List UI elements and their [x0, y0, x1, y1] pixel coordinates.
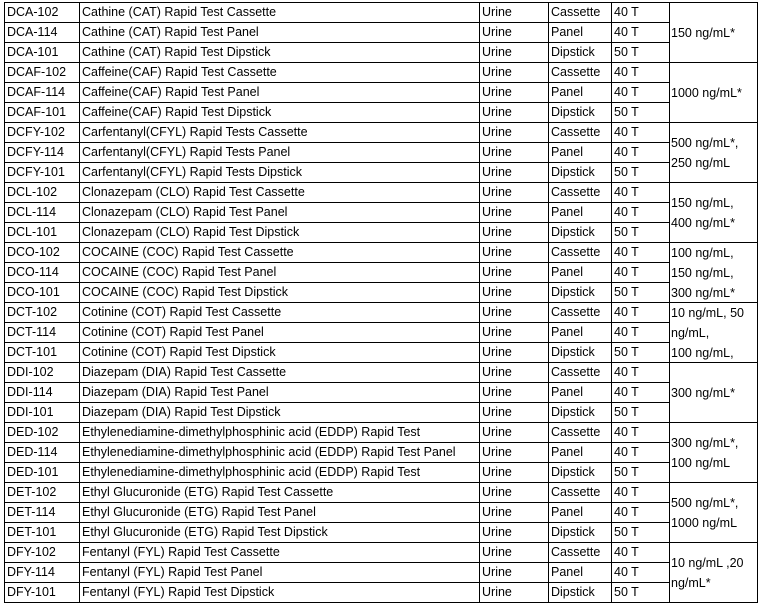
product-code: DCO-101	[7, 285, 60, 299]
product-code: DDI-114	[7, 385, 53, 399]
format: Cassette	[551, 485, 601, 499]
format: Dipstick	[551, 585, 595, 599]
cutoff-level: 150 ng/mL,	[671, 266, 734, 280]
product-code: DCFY-102	[7, 125, 65, 139]
specimen: Urine	[482, 225, 512, 239]
format: Dipstick	[551, 285, 595, 299]
format: Dipstick	[551, 525, 595, 539]
format: Cassette	[551, 125, 601, 139]
product-name: COCAINE (COC) Rapid Test Cassette	[82, 245, 294, 259]
table-top-rule	[4, 2, 758, 3]
cutoff-level: 1000 ng/mL*	[671, 86, 742, 100]
row-rule	[4, 222, 670, 223]
row-rule	[4, 142, 670, 143]
cutoff-level: 100 ng/mL,	[671, 346, 734, 360]
format: Panel	[551, 445, 583, 459]
specimen: Urine	[482, 145, 512, 159]
specimen: Urine	[482, 45, 512, 59]
quantity: 50 T	[614, 585, 639, 599]
row-rule	[4, 562, 670, 563]
quantity: 40 T	[614, 265, 639, 279]
format: Cassette	[551, 65, 601, 79]
format: Panel	[551, 25, 583, 39]
cutoff-level: 500 ng/mL*,	[671, 136, 739, 150]
product-code: DCO-102	[7, 245, 60, 259]
group-rule	[669, 482, 758, 483]
product-code: DCL-102	[7, 185, 58, 199]
product-code: DDI-102	[7, 365, 54, 379]
product-code: DFY-114	[7, 565, 55, 579]
format: Dipstick	[551, 105, 595, 119]
product-name: Cathine (CAT) Rapid Test Cassette	[82, 5, 277, 19]
product-name: Fentanyl (FYL) Rapid Test Panel	[82, 565, 263, 579]
product-name: Fentanyl (FYL) Rapid Test Dipstick	[82, 585, 275, 599]
product-code: DED-102	[7, 425, 59, 439]
row-rule	[4, 342, 670, 343]
specimen: Urine	[482, 385, 512, 399]
specimen: Urine	[482, 445, 512, 459]
specimen: Urine	[482, 585, 512, 599]
group-rule	[669, 602, 758, 603]
product-name: Cathine (CAT) Rapid Test Dipstick	[82, 45, 271, 59]
specimen: Urine	[482, 25, 512, 39]
format: Dipstick	[551, 345, 595, 359]
specimen: Urine	[482, 205, 512, 219]
product-code: DCL-101	[7, 225, 58, 239]
cutoff-level: 150 ng/mL,	[671, 196, 734, 210]
cutoff-level: 1000 ng/mL	[671, 516, 738, 530]
cutoff-level: 100 ng/mL,	[671, 246, 734, 260]
cutoff-level: 300 ng/mL*	[671, 286, 735, 300]
format: Dipstick	[551, 465, 595, 479]
format: Cassette	[551, 245, 601, 259]
specimen: Urine	[482, 105, 512, 119]
product-name: Caffeine(CAF) Rapid Test Panel	[82, 85, 260, 99]
product-name: Ethylenediamine-dimethylphosphinic acid (EDDP) Rapid Test Panel	[82, 445, 456, 459]
product-code: DCAF-114	[7, 85, 66, 99]
row-rule	[4, 42, 670, 43]
specimen: Urine	[482, 185, 512, 199]
row-rule	[4, 82, 670, 83]
quantity: 40 T	[614, 85, 639, 99]
product-name: Cotinine (COT) Rapid Test Cassette	[82, 305, 282, 319]
format: Panel	[551, 205, 583, 219]
quantity: 50 T	[614, 525, 639, 539]
specimen: Urine	[482, 405, 512, 419]
format: Cassette	[551, 305, 601, 319]
product-code: DCA-114	[7, 25, 58, 39]
group-rule	[669, 182, 758, 183]
product-code: DET-102	[7, 485, 57, 499]
row-rule	[4, 182, 670, 183]
product-code: DCAF-101	[7, 105, 67, 119]
product-name: Ethyl Glucuronide (ETG) Rapid Test Dipstick	[82, 525, 328, 539]
quantity: 50 T	[614, 465, 639, 479]
quantity: 40 T	[614, 125, 639, 139]
quantity: 40 T	[614, 365, 639, 379]
product-name: Diazepam (DIA) Rapid Test Panel	[82, 385, 269, 399]
product-name: Caffeine(CAF) Rapid Test Dipstick	[82, 105, 272, 119]
row-rule	[4, 382, 670, 383]
cutoff-level: 300 ng/mL*,	[671, 436, 739, 450]
product-code: DET-114	[7, 505, 56, 519]
cutoff-level: ng/mL*	[671, 576, 711, 590]
quantity: 40 T	[614, 445, 639, 459]
row-rule	[4, 322, 670, 323]
row-rule	[4, 122, 670, 123]
product-code: DCFY-114	[7, 145, 64, 159]
specimen: Urine	[482, 65, 512, 79]
row-rule	[4, 522, 670, 523]
quantity: 40 T	[614, 305, 639, 319]
product-name: Clonazepam (CLO) Rapid Test Dipstick	[82, 225, 300, 239]
product-code: DDI-101	[7, 405, 54, 419]
specimen: Urine	[482, 345, 512, 359]
cutoff-level: ng/mL,	[671, 326, 710, 340]
specimen: Urine	[482, 85, 512, 99]
quantity: 40 T	[614, 545, 639, 559]
quantity: 40 T	[614, 565, 639, 579]
quantity: 40 T	[614, 425, 639, 439]
specimen: Urine	[482, 465, 512, 479]
product-code: DCA-102	[7, 5, 59, 19]
format: Panel	[551, 145, 583, 159]
quantity: 50 T	[614, 45, 639, 59]
specimen: Urine	[482, 325, 512, 339]
row-rule	[4, 22, 670, 23]
group-rule	[669, 422, 758, 423]
product-code: DED-101	[7, 465, 59, 479]
format: Cassette	[551, 5, 601, 19]
product-code: DED-114	[7, 445, 58, 459]
product-name: Ethylenediamine-dimethylphosphinic acid (EDDP) Rapid Test	[82, 465, 421, 479]
row-rule	[4, 422, 670, 423]
product-name: Clonazepam (CLO) Rapid Test Cassette	[82, 185, 305, 199]
format: Dipstick	[551, 225, 595, 239]
specimen: Urine	[482, 285, 512, 299]
format: Dipstick	[551, 165, 595, 179]
specimen: Urine	[482, 165, 512, 179]
format: Panel	[551, 505, 583, 519]
quantity: 40 T	[614, 145, 639, 159]
product-code: DCA-101	[7, 45, 59, 59]
product-name: Fentanyl (FYL) Rapid Test Cassette	[82, 545, 280, 559]
specimen: Urine	[482, 365, 512, 379]
product-code: DCO-114	[7, 265, 59, 279]
quantity: 40 T	[614, 485, 639, 499]
specimen: Urine	[482, 545, 512, 559]
product-name: Carfentanyl(CFYL) Rapid Tests Cassette	[82, 125, 308, 139]
quantity: 40 T	[614, 25, 639, 39]
quantity: 40 T	[614, 325, 639, 339]
product-name: Diazepam (DIA) Rapid Test Dipstick	[82, 405, 281, 419]
row-rule	[4, 282, 670, 283]
format: Panel	[551, 85, 583, 99]
quantity: 50 T	[614, 285, 639, 299]
product-name: Ethyl Glucuronide (ETG) Rapid Test Cassette	[82, 485, 334, 499]
format: Cassette	[551, 545, 601, 559]
row-rule	[4, 102, 670, 103]
quantity: 40 T	[614, 205, 639, 219]
format: Panel	[551, 565, 583, 579]
row-rule	[4, 602, 670, 603]
quantity: 40 T	[614, 65, 639, 79]
product-name: Diazepam (DIA) Rapid Test Cassette	[82, 365, 287, 379]
specimen: Urine	[482, 305, 512, 319]
group-rule	[669, 122, 758, 123]
specimen: Urine	[482, 425, 512, 439]
cutoff-level: 500 ng/mL*,	[671, 496, 739, 510]
format: Dipstick	[551, 405, 595, 419]
quantity: 40 T	[614, 385, 639, 399]
row-rule	[4, 242, 670, 243]
product-code: DCL-114	[7, 205, 57, 219]
row-rule	[4, 202, 670, 203]
product-name: Cotinine (COT) Rapid Test Dipstick	[82, 345, 276, 359]
product-name: Cotinine (COT) Rapid Test Panel	[82, 325, 264, 339]
product-name: Ethyl Glucuronide (ETG) Rapid Test Panel	[82, 505, 316, 519]
format: Panel	[551, 385, 583, 399]
product-code: DCT-101	[7, 345, 58, 359]
product-name: COCAINE (COC) Rapid Test Dipstick	[82, 285, 289, 299]
row-rule	[4, 582, 670, 583]
quantity: 40 T	[614, 185, 639, 199]
quantity: 50 T	[614, 405, 639, 419]
cutoff-level: 250 ng/mL	[671, 156, 731, 170]
specimen: Urine	[482, 5, 512, 19]
row-rule	[4, 302, 670, 303]
format: Cassette	[551, 185, 601, 199]
specimen: Urine	[482, 125, 512, 139]
cutoff-level: 100 ng/mL	[671, 456, 731, 470]
specimen: Urine	[482, 565, 512, 579]
row-rule	[4, 542, 670, 543]
format: Cassette	[551, 425, 601, 439]
format: Dipstick	[551, 45, 595, 59]
row-rule	[4, 262, 670, 263]
specimen: Urine	[482, 245, 512, 259]
format: Panel	[551, 325, 583, 339]
quantity: 40 T	[614, 505, 639, 519]
row-rule	[4, 462, 670, 463]
product-name: Caffeine(CAF) Rapid Test Cassette	[82, 65, 277, 79]
specimen: Urine	[482, 505, 512, 519]
row-rule	[4, 362, 670, 363]
format: Panel	[551, 265, 583, 279]
product-name: Carfentanyl(CFYL) Rapid Tests Dipstick	[82, 165, 302, 179]
cutoff-level: 10 ng/mL, 50	[671, 306, 744, 320]
row-rule	[4, 402, 670, 403]
cutoff-level: 150 ng/mL*	[671, 26, 735, 40]
product-code: DCT-102	[7, 305, 58, 319]
row-rule	[4, 442, 670, 443]
product-name: Ethylenediamine-dimethylphosphinic acid (EDDP) Rapid Test	[82, 425, 421, 439]
specimen: Urine	[482, 525, 512, 539]
cutoff-level: 300 ng/mL*	[671, 386, 735, 400]
product-code: DFY-101	[7, 585, 56, 599]
row-rule	[4, 502, 670, 503]
specimen: Urine	[482, 485, 512, 499]
quantity: 50 T	[614, 105, 639, 119]
product-code: DCAF-102	[7, 65, 67, 79]
product-name: COCAINE (COC) Rapid Test Panel	[82, 265, 277, 279]
group-rule	[669, 542, 758, 543]
row-rule	[4, 482, 670, 483]
quantity: 40 T	[614, 245, 639, 259]
specimen: Urine	[482, 265, 512, 279]
product-code: DFY-102	[7, 545, 56, 559]
product-name: Cathine (CAT) Rapid Test Panel	[82, 25, 259, 39]
quantity: 50 T	[614, 345, 639, 359]
group-rule	[669, 62, 758, 63]
product-name: Carfentanyl(CFYL) Rapid Tests Panel	[82, 145, 291, 159]
format: Cassette	[551, 365, 601, 379]
cutoff-level: 400 ng/mL*	[671, 216, 735, 230]
quantity: 50 T	[614, 165, 639, 179]
quantity: 40 T	[614, 5, 639, 19]
row-rule	[4, 162, 670, 163]
product-code: DET-101	[7, 525, 57, 539]
product-code: DCFY-101	[7, 165, 65, 179]
quantity: 50 T	[614, 225, 639, 239]
product-name: Clonazepam (CLO) Rapid Test Panel	[82, 205, 288, 219]
cutoff-level: 10 ng/mL ,20	[671, 556, 744, 570]
product-code: DCT-114	[7, 325, 57, 339]
row-rule	[4, 62, 670, 63]
